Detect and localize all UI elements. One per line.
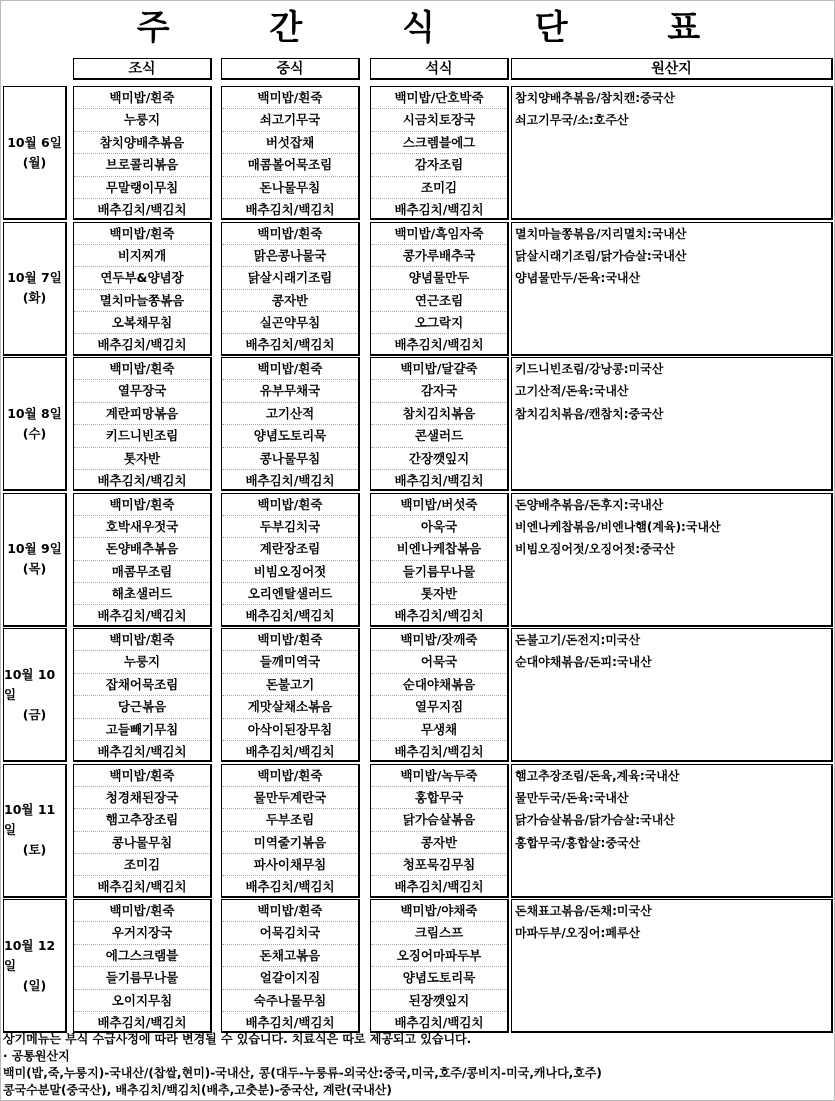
menu-item: 연근조림	[371, 290, 507, 312]
lunch-column	[221, 86, 360, 220]
footer-note: 상기메뉴는 부식 수급사정에 따라 변경될 수 있습니다. 치료식은 따로 제공되고 있습니다.	[3, 1032, 472, 1046]
menu-item: 아삭이된장무침	[222, 719, 358, 741]
menu-item: 실곤약무침	[222, 312, 358, 334]
menu-item: 백미밥/흰죽	[74, 87, 210, 109]
menu-item: 청경채된장국	[74, 787, 210, 809]
menu-item: 연두부&양념장	[74, 267, 210, 289]
menu-item: 백미밥/흰죽	[222, 87, 358, 109]
menu-item: 잡채어묵조림	[74, 674, 210, 696]
menu-item: 비엔나케찹볶음	[371, 538, 507, 560]
menu-item: 백미밥/흰죽	[222, 765, 358, 787]
origin-entry: 햄고추장조림/돈육,계육:국내산	[515, 768, 680, 783]
lunch-column	[221, 764, 360, 898]
menu-item: 돈불고기	[222, 674, 358, 696]
menu-item: 에그스크램블	[74, 945, 210, 967]
origin-column	[511, 357, 833, 491]
day-label	[3, 222, 67, 356]
menu-item: 배추김치/백김치	[394, 1014, 484, 1030]
menu-item: 고들빼기무침	[74, 719, 210, 741]
menu-item: 배추김치/백김치	[97, 1014, 187, 1030]
menu-item: 버섯잡채	[222, 132, 358, 154]
menu-item: 오복채무침	[74, 312, 210, 334]
menu-item: 배추김치/백김치	[394, 201, 484, 217]
footer-common-origin-line: 백미(밥,죽,누룽지)-국내산/(찹쌀,현미)-국내산, 콩(대두-누룽류-외국산:중국,미국,호주/콩비지-미국,캐나다,호주)	[3, 1066, 602, 1080]
menu-item: 배추김치/백김치	[97, 608, 187, 624]
menu-item: 간장깻잎지	[371, 448, 507, 470]
menu-item: 콩나물무침	[222, 448, 358, 470]
header-lunch: 중식	[221, 58, 360, 80]
origin-entry: 비엔나케찹볶음/비엔나햄(계육):국내산	[515, 519, 721, 534]
menu-item: 오이지무침	[74, 990, 210, 1012]
header-dinner: 석식	[370, 58, 509, 80]
menu-item: 콩자반	[222, 290, 358, 312]
origin-entry: 물만두국/돈육:국내산	[515, 790, 629, 805]
menu-item: 백미밥/녹두죽	[371, 765, 507, 787]
menu-item: 톳자반	[74, 448, 210, 470]
day-date: 10월 12일	[4, 937, 56, 973]
day-date: 10월 10일	[4, 666, 56, 702]
menu-item: 계란피망볶음	[74, 403, 210, 425]
origin-entry: 쇠고기무국/소:호주산	[515, 113, 629, 128]
day-weekday: (화)	[22, 290, 47, 305]
menu-item: 배추김치/백김치	[394, 879, 484, 895]
menu-item: 양념물만두	[371, 267, 507, 289]
menu-item: 배추김치/백김치	[245, 743, 335, 759]
origin-entry: 양념물만두/돈육:국내산	[515, 271, 641, 286]
menu-item: 게맛살채소볶음	[222, 696, 358, 718]
menu-item: 돈채고볶음	[222, 945, 358, 967]
menu-item: 배추김치/백김치	[394, 337, 484, 353]
menu-item: 닭가슴살볶음	[371, 809, 507, 831]
menu-item: 백미밥/흑임자죽	[371, 223, 507, 245]
menu-item: 백미밥/달걀죽	[371, 358, 507, 380]
menu-item: 두부조림	[222, 809, 358, 831]
menu-item: 배추김치/백김치	[394, 608, 484, 624]
menu-item: 청포묵김무침	[371, 854, 507, 876]
day-weekday: (수)	[22, 425, 47, 441]
origin-entry: 돈양배추볶음/돈후지:국내산	[515, 497, 664, 512]
origin-entry: 비빔오징어젓/오징어젓:중국산	[515, 542, 675, 557]
menu-item: 배추김치/백김치	[97, 472, 187, 488]
menu-item: 양념도토리묵	[222, 425, 358, 447]
menu-item: 계란장조림	[222, 538, 358, 560]
menu-item: 백미밥/흰죽	[74, 358, 210, 380]
menu-item: 미역줄기볶음	[222, 832, 358, 854]
menu-item: 콩나물무침	[74, 832, 210, 854]
menu-item: 홍합무국	[371, 787, 507, 809]
menu-item: 톳자반	[371, 583, 507, 605]
menu-item: 매콤볼어묵조림	[222, 154, 358, 176]
menu-item: 시금치토장국	[371, 109, 507, 131]
origin-entry: 순대야채볶음/돈피:국내산	[515, 655, 652, 670]
dinner-column	[370, 86, 509, 220]
menu-item: 무말랭이무침	[74, 177, 210, 199]
origin-entry: 고기산적/돈육:국내산	[515, 384, 629, 399]
breakfast-column	[73, 628, 212, 762]
lunch-column	[221, 899, 360, 1033]
menu-item: 크림스프	[371, 922, 507, 944]
origin-entry: 닭가슴살볶음/닭가슴살:국내산	[515, 813, 675, 828]
day-weekday: (일)	[22, 977, 47, 993]
menu-item: 백미밥/흰죽	[222, 494, 358, 516]
menu-item: 고기산적	[222, 403, 358, 425]
menu-item: 쇠고기무국	[222, 109, 358, 131]
header-origin: 원산지	[511, 58, 833, 80]
dinner-column	[370, 628, 509, 762]
menu-item: 당근볶음	[74, 696, 210, 718]
menu-item: 아욱국	[371, 516, 507, 538]
day-date: 10월 7일	[7, 270, 62, 285]
menu-item: 어묵국	[371, 651, 507, 673]
menu-item: 콘샐러드	[371, 425, 507, 447]
day-label	[3, 628, 67, 762]
menu-item: 조미김	[74, 854, 210, 876]
menu-item: 브로콜리볶음	[74, 154, 210, 176]
menu-item: 콩자반	[371, 832, 507, 854]
menu-item: 배추김치/백김치	[394, 743, 484, 759]
origin-column	[511, 86, 833, 220]
origin-entry: 돈불고기/돈전지:미국산	[515, 633, 641, 647]
origin-column	[511, 899, 833, 1033]
menu-item: 배추김치/백김치	[245, 1014, 335, 1030]
menu-item: 감자국	[371, 380, 507, 402]
lunch-column	[221, 357, 360, 491]
menu-item: 유부무채국	[222, 380, 358, 402]
day-date: 10월 6일	[7, 134, 62, 150]
menu-item: 백미밥/흰죽	[74, 765, 210, 787]
menu-item: 해초샐러드	[74, 583, 210, 605]
dinner-column	[370, 222, 509, 356]
menu-item: 백미밥/흰죽	[222, 629, 358, 651]
menu-item: 숙주나물무침	[222, 990, 358, 1012]
menu-item: 백미밥/잣깨죽	[371, 629, 507, 651]
menu-item: 들기름무나물	[371, 561, 507, 583]
breakfast-column	[73, 899, 212, 1033]
menu-item: 배추김치/백김치	[245, 472, 335, 488]
lunch-column	[221, 222, 360, 356]
menu-item: 누룽지	[74, 651, 210, 673]
menu-item: 들기름무나물	[74, 967, 210, 989]
breakfast-column	[73, 86, 212, 220]
menu-item: 된장깻잎지	[371, 990, 507, 1012]
menu-item: 콩가루배추국	[371, 245, 507, 267]
menu-item: 배추김치/백김치	[245, 879, 335, 895]
origin-entry: 닭살시래기조림/닭가슴살:국내산	[515, 248, 687, 263]
origin-entry: 멸치마늘쫑볶음/지리멸치:국내산	[515, 226, 687, 241]
menu-item: 오리엔탈샐러드	[222, 583, 358, 605]
day-weekday: (금)	[22, 706, 47, 722]
menu-item: 닭살시래기조림	[222, 267, 358, 289]
dinner-column	[370, 764, 509, 898]
menu-item: 참치김치볶음	[371, 403, 507, 425]
origin-entry: 홍합무국/홍합살:중국산	[515, 835, 641, 850]
breakfast-column	[73, 764, 212, 898]
menu-item: 햄고추장조림	[74, 809, 210, 831]
dinner-column	[370, 357, 509, 491]
menu-item: 백미밥/흰죽	[74, 494, 210, 516]
origin-column	[511, 628, 833, 762]
footer-notes	[3, 1031, 833, 1099]
day-label	[3, 493, 67, 627]
origin-entry: 돈채표고볶음/돈채:미국산	[515, 904, 652, 918]
origin-entry: 참치김치볶음/캔참치:중국산	[515, 406, 664, 421]
menu-item: 무생채	[371, 719, 507, 741]
menu-item: 키드니빈조림	[74, 425, 210, 447]
menu-item: 배추김치/백김치	[245, 337, 335, 353]
origin-entry: 참치양배추볶음/참치캔:중국산	[515, 91, 675, 105]
footer-common-origin-title: · 공통원산지	[3, 1049, 70, 1063]
day-label	[3, 357, 67, 491]
menu-item: 백미밥/흰죽	[222, 358, 358, 380]
day-label	[3, 86, 67, 220]
menu-item: 오징어마파두부	[371, 945, 507, 967]
menu-item: 비빔오징어젓	[222, 561, 358, 583]
menu-item: 비지찌개	[74, 245, 210, 267]
menu-item: 백미밥/흰죽	[74, 629, 210, 651]
menu-item: 백미밥/흰죽	[222, 900, 358, 922]
menu-item: 백미밥/흰죽	[222, 223, 358, 245]
menu-item: 스크렘블에그	[371, 132, 507, 154]
breakfast-column	[73, 493, 212, 627]
menu-item: 열무지짐	[371, 696, 507, 718]
menu-item: 누룽지	[74, 109, 210, 131]
menu-item: 멸치마늘쫑볶음	[74, 290, 210, 312]
lunch-column	[221, 493, 360, 627]
breakfast-column	[73, 357, 212, 491]
day-label	[3, 764, 67, 898]
origin-entry: 키드니빈조림/강낭콩:미국산	[515, 362, 664, 376]
menu-item: 열무장국	[74, 380, 210, 402]
menu-item: 돈나물무침	[222, 177, 358, 199]
menu-item: 양념도토리묵	[371, 967, 507, 989]
menu-item: 오그락지	[371, 312, 507, 334]
dinner-column	[370, 493, 509, 627]
menu-item: 어묵김치국	[222, 922, 358, 944]
menu-item: 순대야채볶음	[371, 674, 507, 696]
menu-item: 호박새우젓국	[74, 516, 210, 538]
menu-item: 배추김치/백김치	[97, 879, 187, 895]
menu-item: 배추김치/백김치	[245, 201, 335, 217]
menu-item: 백미밥/흰죽	[74, 223, 210, 245]
menu-item: 맑은콩나물국	[222, 245, 358, 267]
footer-common-origin-line: 콩국수분말(중국산), 배추김치/백김치(배추,고춧분)-중국산, 계란(국내산)	[3, 1083, 392, 1097]
menu-item: 조미김	[371, 177, 507, 199]
menu-item: 두부김치국	[222, 516, 358, 538]
breakfast-column	[73, 222, 212, 356]
page-title: 주 간 식 단 표	[136, 8, 745, 48]
menu-item: 백미밥/버섯죽	[371, 494, 507, 516]
day-weekday: (목)	[22, 561, 47, 576]
day-weekday: (월)	[22, 154, 47, 170]
menu-item: 백미밥/흰죽	[74, 900, 210, 922]
origin-column	[511, 764, 833, 898]
dinner-column	[370, 899, 509, 1033]
menu-item: 매콤무조림	[74, 561, 210, 583]
menu-item: 배추김치/백김치	[97, 743, 187, 759]
lunch-column	[221, 628, 360, 762]
header-breakfast: 조식	[73, 58, 212, 80]
origin-column	[511, 493, 833, 627]
menu-item: 배추김치/백김치	[97, 337, 187, 353]
day-label	[3, 899, 67, 1033]
day-date: 10월 9일	[7, 541, 62, 556]
menu-item: 배추김치/백김치	[245, 608, 335, 624]
day-weekday: (토)	[22, 842, 47, 857]
origin-column	[511, 222, 833, 356]
menu-item: 배추김치/백김치	[97, 201, 187, 217]
menu-item: 참치양배추볶음	[74, 132, 210, 154]
menu-item: 백미밥/야채죽	[371, 900, 507, 922]
menu-item: 배추김치/백김치	[394, 472, 484, 488]
menu-item: 얼갈이지짐	[222, 967, 358, 989]
menu-item: 우거지장국	[74, 922, 210, 944]
menu-item: 감자조림	[371, 154, 507, 176]
day-date: 10월 8일	[7, 405, 62, 421]
day-date: 10월 11일	[4, 802, 56, 837]
menu-item: 물만두계란국	[222, 787, 358, 809]
menu-item: 백미밥/단호박죽	[371, 87, 507, 109]
menu-item: 들깨미역국	[222, 651, 358, 673]
menu-item: 파사이채무침	[222, 854, 358, 876]
origin-entry: 마파두부/오징어:페루산	[515, 926, 641, 941]
menu-item: 돈양배추볶음	[74, 538, 210, 560]
